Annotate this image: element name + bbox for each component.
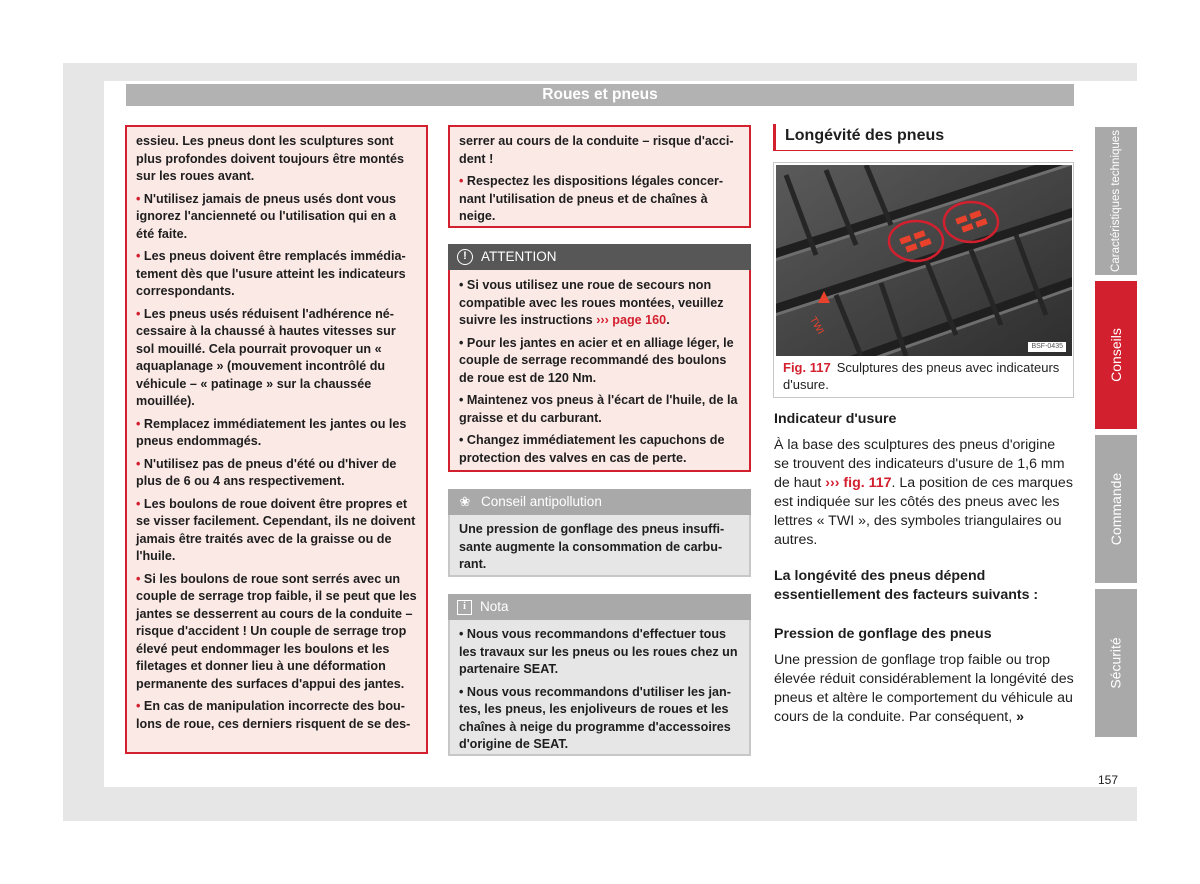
chapter-header: Roues et pneus bbox=[126, 84, 1074, 106]
list-item: • En cas de manipulation incorrecte des boulons de roue, ces derniers risquent de se des- bbox=[136, 699, 411, 731]
bullet-icon: • bbox=[459, 174, 467, 188]
tab-commande[interactable]: Commande bbox=[1095, 435, 1137, 583]
bullet-icon: • bbox=[136, 571, 144, 586]
figure-link[interactable]: ››› fig. 117 bbox=[825, 475, 892, 491]
section-title: Longévité des pneus bbox=[773, 124, 1073, 151]
bullet-icon: • bbox=[136, 456, 144, 471]
subheading-pressure: Pression de gonflage des pneus bbox=[774, 626, 992, 642]
leaf-icon: ❀ bbox=[459, 494, 471, 509]
tab-caracteristiques-techniques[interactable]: Caractéristiques techniques bbox=[1095, 127, 1137, 275]
bullet-icon: • bbox=[136, 699, 144, 713]
tab-securite[interactable]: Sécurité bbox=[1095, 589, 1137, 737]
subheading-wear-indicator: Indicateur d'usure bbox=[774, 411, 897, 427]
figure-code: BSF-0435 bbox=[1028, 342, 1066, 352]
tip-header bbox=[448, 489, 751, 515]
bullet-icon: • bbox=[136, 191, 144, 206]
warning-icon: ! bbox=[457, 249, 473, 265]
page-link[interactable]: ››› page 160 bbox=[596, 313, 667, 327]
tire-illustration bbox=[776, 165, 1072, 356]
list-item: • Changez immédiatement les capuchons de protection des valves en cas de perte. bbox=[459, 433, 725, 465]
warning-box-end bbox=[448, 125, 751, 228]
note-title: Nota bbox=[480, 599, 509, 614]
bullet-icon: • bbox=[136, 416, 144, 431]
tip-body: Une pression de gonflage des pneus insuffisante augmente la consommation de carburant. bbox=[459, 522, 725, 571]
attention-header bbox=[448, 244, 751, 270]
list-item: • Les boulons de roue doivent être propres et se visser facilement. Cependant, ils ne doivent jamais être traités avec de la graisse ou de l'huile. bbox=[136, 496, 416, 563]
list-item: • N'utilisez pas de pneus d'été ou d'hiver de plus de 6 ou 4 ans respectivement. bbox=[136, 456, 397, 488]
warning-intro: essieu. Les pneus dont les sculptures sont plus profondes doivent toujours être montés sur les roues avant. bbox=[136, 134, 404, 183]
paragraph: Une pression de gonflage trop faible ou trop élevée réduit considérablement la longévité des pneus et altère le comportement du véhicule au cours de la conduite. Par conséquent, » bbox=[774, 652, 1074, 725]
environment-tip-box bbox=[448, 489, 751, 577]
bullet-icon: • bbox=[136, 496, 144, 511]
figure-label: Fig. 117 bbox=[783, 360, 831, 375]
paragraph: À la base des sculptures des pneus d'origine se trouvent des indicateurs d'usure de 1,6 mm de haut ››› fig. 117. La position de ces marques est indiquée sur les côtés des pneus avec les lettres « TWI », des symboles triangulaires ou autres. bbox=[774, 437, 1073, 548]
attention-box bbox=[448, 244, 751, 472]
figure-caption: Fig. 117 Sculptures des pneus avec indicateurs d'usure. bbox=[783, 360, 1060, 392]
note-box bbox=[448, 594, 751, 756]
bullet-icon: • bbox=[136, 249, 144, 263]
tip-title: Conseil antipollution bbox=[481, 494, 602, 509]
info-icon: i bbox=[457, 600, 472, 615]
paragraph-bold: La longévité des pneus dépend essentiellement des facteurs suivants : bbox=[774, 568, 1039, 603]
list-item: • Si vous utilisez une roue de secours non compatible avec les roues montées, veuillez suivre les instructions ››› page 160. bbox=[459, 278, 724, 327]
figure-117 bbox=[773, 162, 1074, 398]
twi-label: TWI bbox=[807, 315, 826, 337]
list-item: • N'utilisez jamais de pneus usés dont vous ignorez l'ancienneté ou l'utilisation qui en a été faite. bbox=[136, 191, 397, 241]
page-number: 157 bbox=[1098, 773, 1119, 787]
list-item: • Remplacez immédiatement les jantes ou les pneus endommagés. bbox=[136, 416, 407, 448]
tire-tread-image bbox=[776, 165, 1072, 356]
list-item: • Si les boulons de roue sont serrés avec un couple de serrage trop faible, il se peut que les jantes se desserrent au cours de la conduite – risque d'accident ! Un couple de serrage trop élevé peut endommager les boulons et les filetages et donner lieu à une déformation permanente des surfaces d'appui des jantes. bbox=[136, 571, 417, 691]
list-item: • Les pneus usés réduisent l'adhérence nécessaire à la chaussé à hautes vitesses sur sol mouillé. Cela pourrait provoquer un « aquaplanage » (mouvement incontrôlé du véhicule – « patinage » sur la chaussée mouillée). bbox=[136, 306, 396, 408]
list-item: • Nous vous recommandons d'effectuer tous les travaux sur les pneus ou les roues chez un partenaire SEAT. bbox=[459, 627, 738, 676]
continue-arrow-icon: » bbox=[1016, 709, 1025, 725]
warning-box-continued bbox=[125, 125, 428, 754]
list-item: • Pour les jantes en acier et en alliage léger, le couple de serrage recommandé des boulons de roue est de 120 Nm. bbox=[459, 335, 734, 385]
list-item: • Les pneus doivent être remplacés immédiatement dès que l'usure atteint les indicateurs correspondants. bbox=[136, 249, 406, 298]
list-item: • Respectez les dispositions légales concernant l'utilisation de pneus et de chaînes à neige. bbox=[459, 174, 724, 223]
note-header bbox=[448, 594, 751, 620]
warning-intro: serrer au cours de la conduite – risque d'accident ! bbox=[459, 134, 734, 166]
note-body bbox=[450, 620, 749, 754]
attention-title: ATTENTION bbox=[481, 249, 557, 264]
attention-body bbox=[450, 270, 749, 467]
list-item: • Nous vous recommandons d'utiliser les jantes, les pneus, les enjoliveurs de roues et les chaînes à neige du programme d'accessoires d'origine de SEAT. bbox=[459, 684, 731, 751]
tab-conseils[interactable]: Conseils bbox=[1095, 281, 1137, 429]
list-item: • Maintenez vos pneus à l'écart de l'huile, de la graisse et du carburant. bbox=[459, 393, 738, 425]
bullet-icon: • bbox=[136, 306, 144, 321]
